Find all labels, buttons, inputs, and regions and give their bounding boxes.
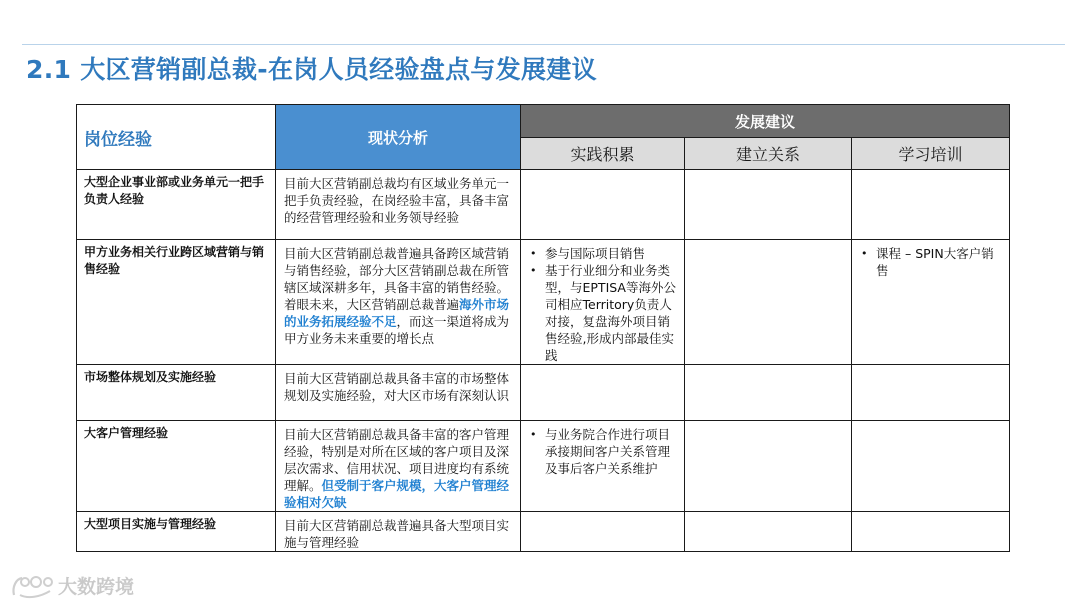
- row-training-cell: [852, 421, 1010, 512]
- watermark: [10, 572, 134, 599]
- row-position-cell: 大客户管理经验: [77, 421, 276, 512]
- row-position-cell: 大型项目实施与管理经验: [77, 512, 276, 552]
- row-position-cell: 大型企业事业部或业务单元一把手负责人经验: [77, 170, 276, 240]
- header-relations: 建立关系: [685, 138, 852, 170]
- row-practice-cell: [521, 512, 685, 552]
- header-position: 岗位经验: [77, 105, 276, 170]
- row-practice-cell: [521, 421, 685, 512]
- status-text: 目前大区营销副总裁具备丰富的客户管理经验，特别是对所在区域的客户项目及深层次需求、信用状况、项目进度均有系统理解。: [284, 427, 510, 493]
- row-relations-cell: [685, 240, 852, 365]
- status-text: ，而这一渠道将成为甲方业务未来重要的增长点: [284, 314, 510, 346]
- table-row: [77, 365, 1010, 421]
- table-row: [77, 170, 1010, 240]
- row-practice-cell: [521, 365, 685, 421]
- row-status-cell: [276, 365, 521, 421]
- list-item: • 与业务院合作进行项目承接期间客户关系管理及事后客户关系维护: [525, 426, 680, 477]
- row-status-cell: [276, 240, 521, 365]
- practice-list: [525, 245, 680, 364]
- header-status: 现状分析: [276, 105, 521, 170]
- header-practice: 实践积累: [521, 138, 685, 170]
- page-title: 2.1 大区营销副总裁-在岗人员经验盘点与发展建议: [26, 55, 597, 84]
- list-item: • 基于行业细分和业务类型，与EPTISA等海外公司相应Territory负责人对接，复盘海外项目销售经验,形成内部最佳实践: [525, 262, 680, 364]
- row-relations-cell: [685, 421, 852, 512]
- row-status-cell: [276, 512, 521, 552]
- watermark-logo-icon: [10, 573, 54, 599]
- row-status-cell: [276, 170, 521, 240]
- practice-list: [525, 426, 680, 477]
- table-row: [77, 240, 1010, 365]
- row-relations-cell: [685, 170, 852, 240]
- row-practice-cell: [521, 170, 685, 240]
- status-text: 目前大区营销副总裁普遍具备大型项目实施与管理经验: [284, 518, 510, 550]
- row-practice-cell: [521, 240, 685, 365]
- table-row: [77, 512, 1010, 552]
- watermark-text: 大数跨境: [58, 576, 135, 598]
- row-training-cell: [852, 170, 1010, 240]
- row-relations-cell: [685, 512, 852, 552]
- row-position-cell: 甲方业务相关行业跨区域营销与销售经验: [77, 240, 276, 365]
- status-text: 目前大区营销副总裁具备丰富的市场整体规划及实施经验，对大区市场有深刻认识: [284, 371, 510, 403]
- row-training-cell: [852, 512, 1010, 552]
- status-text: 目前大区营销副总裁均有区域业务单元一把手负责经验，在岗经验丰富，具备丰富的经营管理经验和业务领导经验: [284, 176, 510, 225]
- row-position-cell: 市场整体规划及实施经验: [77, 365, 276, 421]
- row-status-cell: [276, 421, 521, 512]
- status-highlight-text: 海外市场的业务拓展经验不足: [284, 297, 510, 329]
- header-training: 学习培训: [852, 138, 1010, 170]
- list-item: • 参与国际项目销售: [525, 245, 680, 262]
- title-rule: [22, 44, 1065, 45]
- row-training-cell: [852, 240, 1010, 365]
- status-text: 目前大区营销副总裁普遍具备跨区域营销与销售经验，部分大区营销副总裁在所管辖区域深耕多年，具备丰富的销售经验。着眼未来，大区营销副总裁普遍: [284, 246, 510, 312]
- row-training-cell: [852, 365, 1010, 421]
- list-item: • 课程 – SPIN大客户销售: [856, 245, 1005, 279]
- row-relations-cell: [685, 365, 852, 421]
- experience-table: [76, 104, 1010, 552]
- table-row: [77, 421, 1010, 512]
- training-list: [856, 245, 1005, 279]
- header-development: 发展建议: [521, 105, 1010, 138]
- status-highlight-text: 但受制于客户规模，大客户管理经验相对欠缺: [284, 478, 510, 510]
